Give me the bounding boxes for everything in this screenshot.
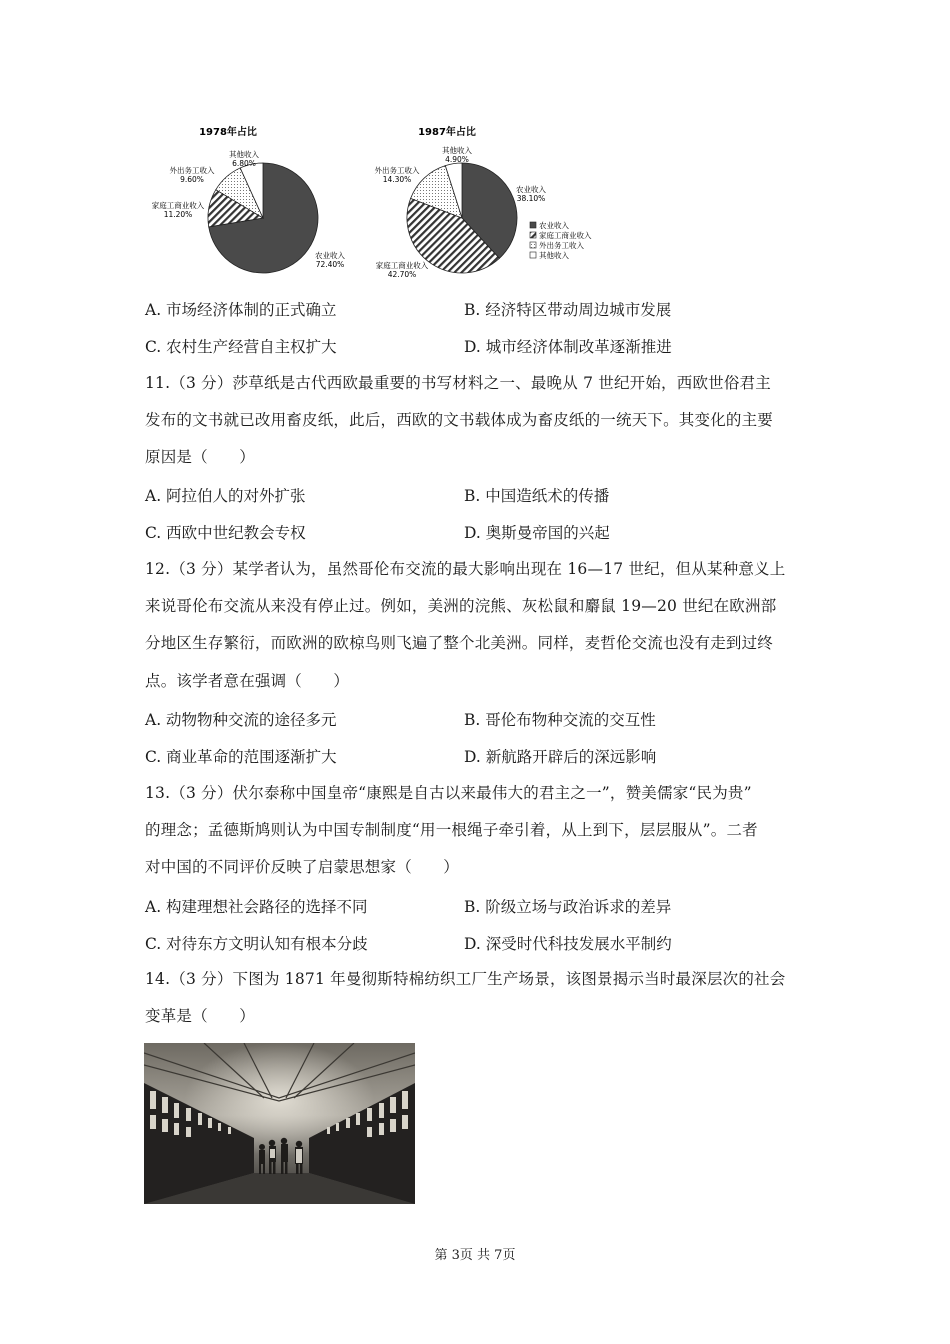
legend-swatch-1 [530, 232, 536, 238]
q12-option-b: B. 哥伦布物种交流的交互性 [464, 711, 656, 729]
q13-option-a: A. 构建理想社会路径的选择不同 [145, 898, 368, 916]
q12-option-d: D. 新航路开辟后的深远影响 [464, 748, 657, 766]
pie-chart-1987 [365, 120, 615, 280]
q14-stem-line-1: 14.（3 分）下图为 1871 年曼彻斯特棉纺织工厂生产场景，该图景揭示当时最深层次的社会 [145, 970, 786, 988]
page-footer: 第 3页 共 7页 [434, 1248, 516, 1263]
q11-option-d: D. 奥斯曼帝国的兴起 [464, 524, 610, 542]
pie-slice-label-2: 外出务工收入 [374, 166, 420, 175]
q11-option-c: C. 西欧中世纪教会专权 [145, 524, 306, 542]
pie-title: 1987年占比 [418, 127, 476, 138]
legend-swatch-2 [530, 242, 536, 248]
pie-svg-0 [140, 120, 345, 280]
pie-slice-value-3: 4.90% [445, 155, 469, 164]
pie-chart-1978 [140, 120, 345, 280]
q11-stem-line-3: 原因是（ ） [145, 448, 255, 466]
q13-stem-line-2: 的理念；孟德斯鸠则认为中国专制制度“用一根绳子牵引着，从上到下，层层服从”。二者 [145, 821, 758, 839]
pie-slice-value-2: 9.60% [180, 175, 204, 184]
pie-slice-label-1: 家庭工商业收入 [151, 201, 205, 210]
q13-stem-line-3: 对中国的不同评价反映了启蒙思想家（ ） [145, 858, 460, 876]
legend-label-2: 外出务工收入 [539, 241, 584, 250]
q12-stem-line-2: 来说哥伦布交流从来没有停止过。例如，美洲的浣熊、灰松鼠和麝鼠 19—20 世纪在欧洲部 [145, 597, 777, 615]
q10-option-d: D. 城市经济体制改革逐渐推进 [464, 338, 672, 356]
q12-option-a: A. 动物物种交流的途径多元 [145, 711, 337, 729]
legend-label-3: 其他收入 [539, 251, 569, 260]
pie-slice-label-0: 农业收入 [516, 185, 546, 194]
pie-slice-label-2: 外出务工收入 [169, 166, 215, 175]
legend-swatch-0 [530, 222, 536, 228]
q13-option-d: D. 深受时代科技发展水平制约 [464, 935, 672, 953]
q11-option-a: A. 阿拉伯人的对外扩张 [145, 487, 306, 505]
q12-option-c: C. 商业革命的范围逐渐扩大 [145, 748, 337, 766]
q11-stem-line-1: 11.（3 分）莎草纸是古代西欧最重要的书写材料之一、最晚从 7 世纪开始，西欧世俗君主 [145, 374, 771, 392]
pie-slice-value-0: 72.40% [315, 260, 345, 269]
pie-slice-value-3: 6.80% [232, 159, 256, 168]
q12-stem-line-4: 点。该学者意在强调（ ） [145, 672, 350, 690]
pie-slice-value-1: 11.20% [163, 210, 193, 219]
q11-stem-line-2: 发布的文书就已改用畜皮纸，此后，西欧的文书载体成为畜皮纸的一统天下。其变化的主要 [145, 411, 774, 429]
q12-stem-line-1: 12.（3 分）某学者认为，虽然哥伦布交流的最大影响出现在 16—17 世纪，但从某种意义上 [145, 560, 786, 578]
pie-slice-value-2: 14.30% [382, 175, 412, 184]
q10-option-a: A. 市场经济体制的正式确立 [145, 301, 337, 319]
pie-slice-value-0: 38.10% [516, 194, 546, 203]
q12-stem-line-3: 分地区生存繁衍，而欧洲的欧椋鸟则飞遍了整个北美洲。同样，麦哲伦交流也没有走到过终 [145, 634, 774, 652]
pie-charts-figure [140, 120, 620, 280]
q13-stem-line-1: 13.（3 分）伏尔泰称中国皇帝“康熙是自古以来最伟大的君主之一”，赞美儒家“民为贵” [145, 784, 752, 802]
pie-slice-label-3: 其他收入 [229, 150, 259, 159]
pie-slice-label-3: 其他收入 [442, 146, 472, 155]
pie-slice-label-0: 农业收入 [315, 251, 345, 260]
legend-swatch-3 [530, 252, 536, 258]
pie-title: 1978年占比 [199, 127, 257, 138]
q13-option-c: C. 对待东方文明认知有根本分歧 [145, 935, 368, 953]
q14-stem-line-2: 变革是（ ） [145, 1007, 255, 1025]
pie-slice-value-1: 42.70% [387, 270, 417, 279]
q10-option-b: B. 经济特区带动周边城市发展 [464, 301, 672, 319]
q11-option-b: B. 中国造纸术的传播 [464, 487, 610, 505]
pie-svg-1 [365, 120, 615, 280]
legend-label-0: 农业收入 [539, 221, 569, 230]
q13-option-b: B. 阶级立场与政治诉求的差异 [464, 898, 672, 916]
q10-option-c: C. 农村生产经营自主权扩大 [145, 338, 337, 356]
factory-photo [144, 1043, 415, 1204]
pie-slice-label-1: 家庭工商业收入 [375, 261, 429, 270]
legend-label-1: 家庭工商业收入 [539, 231, 592, 240]
